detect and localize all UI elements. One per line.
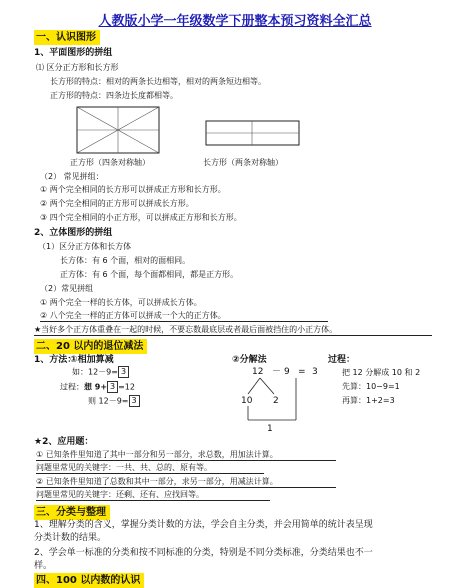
list-item: ① 两个完全相同的长方形可以拼成正方形和长方形。: [40, 185, 226, 194]
section-2-heading: 二、20 以内的退位减法: [34, 339, 147, 354]
example-line-1: 如：12－9= 3: [72, 366, 129, 378]
sub-item: ⑴ 区分正方形和长方形: [36, 63, 119, 72]
section-3-heading: 三、分类与整理: [34, 505, 110, 520]
eq-c: 3: [312, 367, 318, 377]
example-line-2: 过程：想 9+ 3 =12: [60, 382, 135, 392]
section-3-line-2b: 样。: [34, 561, 53, 571]
rect-caption: 长方形（两条对称轴）: [203, 158, 283, 167]
cuboid-desc: 长方体：有 6 个面，相对的面相同。: [60, 256, 191, 265]
application-heading: ★2、应用题：: [34, 437, 94, 447]
split-result: 1: [267, 424, 273, 434]
list-item: ② 八个完全一样的正方体可以拼成一个大的正方体。: [40, 310, 328, 322]
cube-desc: 正方体：有 6 个面，每个面都相同，都是正方形。: [60, 270, 239, 279]
sub-item: （2）常见拼组: [40, 284, 94, 293]
section-1-heading: 一、认识图形: [34, 30, 100, 45]
split-right: 2: [273, 396, 279, 406]
list-item: ① 两个完全一样的长方体，可以拼成长方体。: [40, 298, 202, 307]
square-caption: 正方形（四条对称轴）: [70, 158, 150, 167]
application-item: 问题里常见的关键字：还剩、还有、应找回等。: [36, 489, 270, 501]
step-3: 再算：1+2=3: [342, 396, 395, 405]
eq-b: 9: [284, 367, 290, 377]
application-item: ① 已知条件里知道了其中一部分和另一部分，求总数，用加法计算。: [36, 449, 336, 461]
note: ★当好多个正方体重叠在一起的时候，不要忘数最底层或者最后面被挡住的小正方体。: [34, 324, 432, 336]
section-3-line-2: 2、学会单一标准的分类和按不同标准的分类，特别是不同分类标准，分类结果也不一: [34, 548, 373, 558]
list-item: ③ 四个完全相同的小正方形，可以拼成正方形和长方形。: [40, 213, 242, 222]
method-2: ②分解法: [232, 355, 267, 365]
section-3-line-1b: 分类计数的结果。: [34, 533, 107, 543]
section-4-heading: 四、100 以内数的认识: [34, 573, 144, 588]
square-symmetry-figure: [76, 106, 160, 154]
square-feature: 正方形的特点：四条边长度都相等。: [50, 91, 178, 100]
example-line-3: 则 12－9= 3: [88, 395, 140, 407]
step-1: 把 12 分解成 10 和 2: [342, 368, 421, 377]
method-label: 1、方法：: [34, 355, 77, 365]
page-title: 人教版小学一年级数学下册整本预习资料全汇总: [98, 14, 372, 29]
split-left: 10: [241, 396, 253, 406]
application-item: ② 已知条件里知道了总数和其中一部分，求另一部分，用减法计算。: [36, 476, 336, 488]
eq-op: －: [272, 367, 282, 377]
list-item: ② 两个完全相同的正方形可以拼成长方形。: [40, 199, 194, 208]
section-3-line-1: 1、理解分类的含义，掌握分类计数的方法，学会自主分类，并会用简单的统计表呈现: [34, 520, 373, 530]
eq-eq: =: [298, 367, 306, 377]
rectangle-symmetry-figure: [205, 120, 300, 146]
method-1: ①相加算减: [70, 355, 114, 365]
eq-a: 12: [252, 367, 264, 377]
method-3: 过程：: [328, 355, 356, 365]
rect-feature: 长方形的特点：相对的两条长边相等，相对的两条短边相等。: [50, 77, 266, 86]
sub-item: （2） 常见拼组：: [40, 172, 104, 181]
application-item: 问题里常见的关键字：一共、共、总的、原有等。: [36, 462, 264, 474]
step-2: 先算：10−9=1: [342, 382, 400, 391]
sub-item: （1）区分正方体和长方体: [38, 242, 132, 251]
subsection-1-heading: 1、平面图形的拼组: [34, 48, 113, 58]
subsection-2-heading: 2、立体图形的拼组: [34, 228, 113, 238]
